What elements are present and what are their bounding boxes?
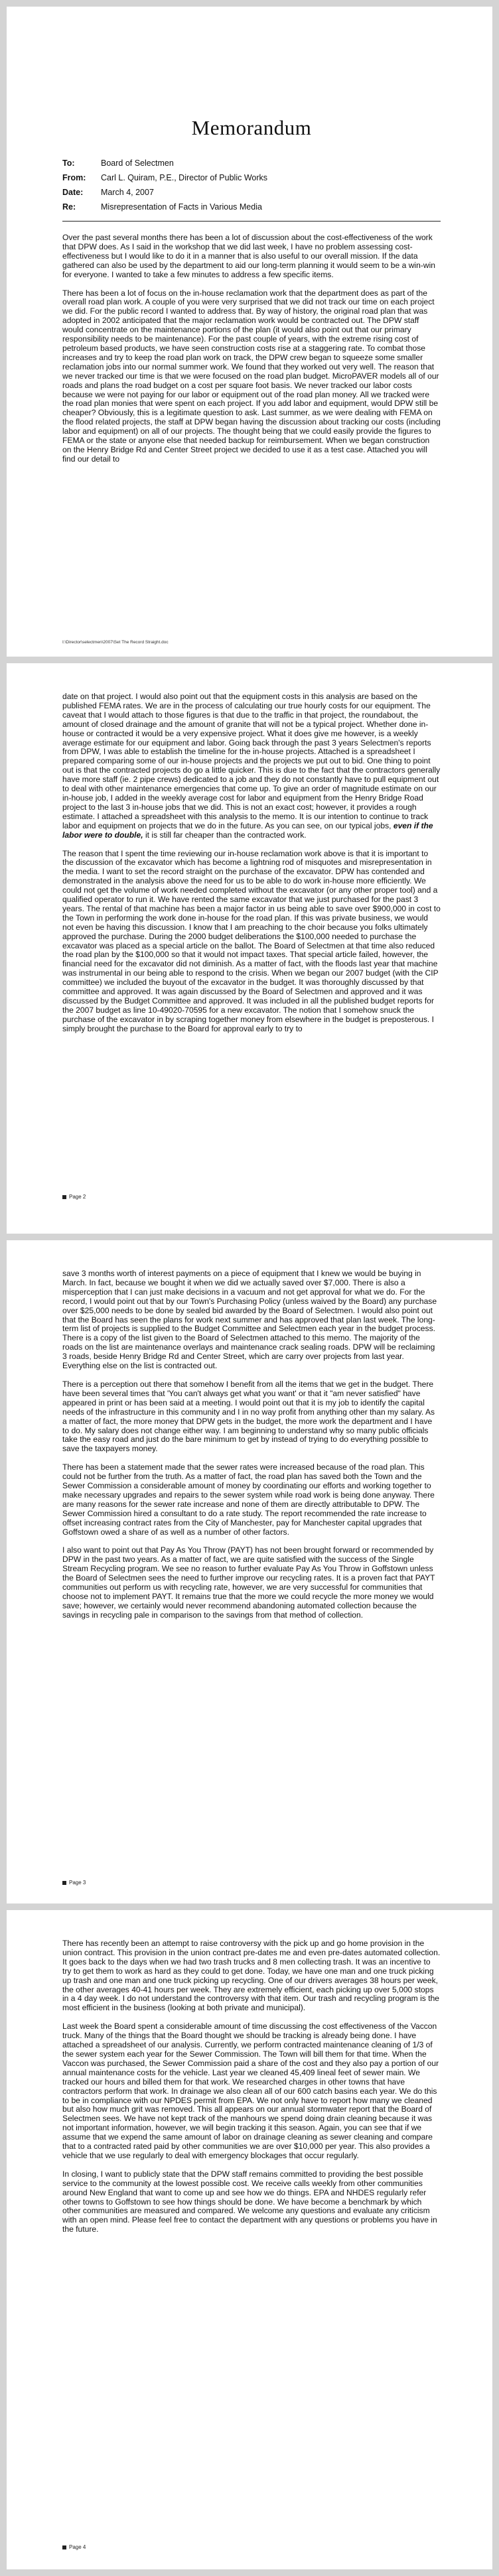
paragraph: In closing, I want to publicly state that the DPW staff remains committed to providing the best possible service to the community at the lowest possible cost. We receive calls weekly from other communities around New England that want to come up and see how we do things. EPA and NHDES regularly refer other towns to Goffstown to see how things should be done. We have become a benchmark by which other communities are measured and compared. We welcome any questions and evaluate any criticism with an open mind. Please feel free to contact the department with any questions or problems you have in the future. [62, 2169, 437, 2234]
header-label: To: [62, 159, 75, 168]
header-divider [62, 221, 441, 222]
page-number-text: Page 4 [69, 2544, 86, 2550]
page-number [62, 2544, 86, 2550]
memo-header-to [62, 156, 267, 170]
page-number [62, 1880, 86, 1886]
memo-header-from [62, 170, 267, 185]
emphasis-text: even if the labor were to double, [62, 820, 433, 840]
page-number [62, 1194, 86, 1200]
header-value: March 4, 2007 [101, 188, 154, 197]
memo-header-date [62, 185, 267, 200]
header-label: Date: [62, 188, 84, 197]
header-label: Re: [62, 202, 76, 212]
paragraph: The reason that I spent the time reviewing our in-house reclamation work above is that it is important to the discussion of the excavator which has become a lightning rod of misquotes and misrepresentation in the media. I want to set the record straight on the purchase of the excavator. DPW has contended and demonstrated in the analysis above the need for us to be able to do work in-house more efficiently. We could not get the volume of work needed completed without the excavator (or any other proper tool) and a qualified operator to run it. We have rented the same excavator that we just purchased for the past 3 years. The rental of that machine has been a major factor in us being able to save over $900,000 in cost to the Town in performing the work done in-house for the road plan. If this was private business, we would not even be having this discussion. I know that I am preaching to the choir because you folks ultimately approved the purchase. During the 2000 budget deliberations the $100,000 needed to purchase the excavator was placed as a special article on the ballot. The Board of Selectmen at that time also reduced the road plan by the $100,000 so that it would not impact taxes. That special article failed, however, the financial need for the excavator did not diminish. As a matter of fact, with the floods last year that machine was instrumental in our being able to respond to the crisis. When we began our 2007 budget (with the CIP committee) we included the buyout of the excavator in the budget. It was thoroughly discussed by that committee and approved. It was again discussed by the Board of Selectmen and approved and it was discussed by the Budget Committee and approved. It was included in all the published budget reports for the 2007 budget as line 10-49020-70595 for a new excavator. The notion that I somehow snuck the purchase of the excavator in by scraping together money from elsewhere in the budget is preposterous. I simply brought the purchase to the Board for approval early to try to [62, 848, 441, 1033]
paragraph: Over the past several months there has been a lot of discussion about the cost-effectiveness of the work that DPW does. As I said in the workshop that we did last week, I have no problem assessing cost-effectiveness but I would like to do it in a manner that is also useful to our overall mission. If the data gathered can also be used by the department to aid our long-term planning it would seem to be a win-win for everyone. I wanted to take a few minutes to address a few specific items. [62, 233, 436, 279]
paragraph: date on that project. I would also point out that the equipment costs in this analysis are based on the published FEMA rates. We are in the process of calculating our true hourly costs for our equipment. The caveat that I would attach to those figures is that due to the traffic in that project, the roundabout, the amount of closed drainage and the amount of granite that will not be a typical project. Whether done in-house or contracted it would be a very expensive project. What it does give me however, is a weekly average estimate for our equipment and labor. Going back through the past 3 years Selectmen's reports from DPW, I was able to establish the timeline for the in-house projects. Attached is a spreadsheet I prepared comparing some of our in-house projects and the projects we put out to bid. One thing to point out is that the contracted projects do go a little quicker. This is due to the fact that the contractors generally have more staff (ie. 2 pipe crews) dedicated to a job and they do not constantly have to pull equipment out to deal with other maintenance emergencies that come up. To give an order of magnitude estimate on our in-house job, I added in the weekly average cost for labor and equipment from the Henry Bridge Road project to the last 3 in-house jobs that we did. This is not an exact cost; however, it provides a rough estimate. I attached a spreadsheet with this analysis to the memo. It is our intention to continue to track labor and equipment on projects that we do in the future. As you can see, on our typical jobs, even if the labor were to double, it is still far cheaper than the contracted work. [62, 692, 441, 840]
header-value: Carl L. Quiram, P.E., Director of Public Works [101, 173, 268, 182]
page-body [62, 233, 441, 464]
page-body [62, 1240, 441, 1620]
header-label: From: [62, 173, 86, 182]
paragraph: I also want to point out that Pay As You Throw (PAYT) has not been brought forward or recommended by DPW in the past two years. As a matter of fact, we are quite satisfied with the success of the Single Stream Recycling program. We see no reason to further evaluate Pay As You Throw in Goffstown unless the Board of Selectmen sees the need to further improve our recycling rates. It is a proven fact that PAYT communities out perform us with recycling rate, however, we are very successful for communities that choose not to implement PAYT. It remains true that the more we could recycle the more money we would save; however, we certainly would never recommend abandoning automated collection because the savings in recycling pale in comparison to the savings from that method of collection. [62, 1545, 435, 1620]
paragraph: There has been a statement made that the sewer rates were increased because of the road plan. This could not be further from the truth. As a matter of fact, the road plan has saved both the Town and the Sewer Commission a considerable amount of money by coordinating our efforts and working together to make necessary upgrades and repairs to the sewer system while road work is being done anyway. There are many reasons for the sewer rate increase and none of them are directly attributable to DPW. The Sewer Commission hired a consultant to do a rate study. The report recommended the rate increase to offset increasing contract rates from the City of Manchester, pay for Manchester capital upgrades that Goffstown owed a share of as well as a number of other factors. [62, 1462, 435, 1537]
memo-header-re [62, 200, 267, 214]
memo-title: Memorandum [191, 116, 312, 139]
page-body [62, 663, 441, 1034]
page-body [62, 1910, 441, 2234]
header-value: Misrepresentation of Facts in Various Media [101, 202, 262, 212]
memo-page-1 [7, 7, 492, 657]
paragraph: There is a perception out there that somehow I benefit from all the items that we get in the budget. There have been several times that 'You can't always get what you want' or that it "am never satisfied" have appeared in print or has been said at a meeting. I would point out that it is my job to identify the capital needs of the infrastructure in this community and I in no way profit from anything other than my salary. As a matter of fact, the more money that DPW gets in the budget, the more work the department and I have to do. My salary does not change either way. I am beginning to understand why so many public officials take the easy road and just do the bare minimum to get by instead of trying to do everything possible to save the taxpayers money. [62, 1379, 435, 1454]
memo-page-2 [7, 663, 492, 1234]
file-path-footer: I:\Director\selectmen\2007\Set The Record Straight.doc [62, 640, 169, 645]
paragraph: Last week the Board spent a considerable amount of time discussing the cost effectiveness of the Vaccon truck. Many of the things that the Board thought we should be tracking is already being done. I have attached a spreadsheet of our analysis. Currently, we perform contracted maintenance cleaning of 1/3 of the sewer system each year for the Sewer Commission. The Town will bill them for that time. When the Vaccon was purchased, the Sewer Commission paid a share of the cost and they also pay a portion of our annual maintenance costs for the vehicle. Last year we cleaned 45,409 lineal feet of sewer main. We tracked our hours and billed them for that work. We researched charges in other towns that have contractors perform that work. In drainage we also clean all of our 600 catch basins each year. We do this to be in compliance with our NPDES permit from EPA. We not only have to report how many we cleaned but also how much grit was removed. This all appears on our annual stormwater report that the Board of Selectmen sees. We have not kept track of the manhours we spend doing drain cleaning because it was not important information, however, we will begin tracking it this season. Again, you can see that if we assume that we expend the same amount of labor on drainage cleaning as sewer cleaning and compare that to a contracted rated paid by other communities we are over $10,000 per year. This also provides a vehicle that we use regularly to deal with emergency blockages that occur regularly. [62, 2022, 439, 2160]
memo-header [62, 156, 267, 214]
page-marker-icon [62, 1881, 66, 1885]
paragraph: There has recently been an attempt to raise controversy with the pick up and go home provision in the union contract. This provision in the union contract pre-dates me and even pre-dates automated collection. It goes back to the days when we had two trash trucks and 8 men collecting trash. It was an incentive to try to get them to work as hard as they could to get done. Today, we have one man and one truck picking up trash and one man and one truck picking up recycling. One of our drivers averages 38 hours per week, the other averages 40-41 hours per week. They are extremely efficient, each picking up over 5,000 stops in a 4 day week. I do not understand the controversy with that item. Our trash and recycling program is the most efficient in the business (looking at both private and municipal). [62, 1939, 441, 2013]
memo-page-3 [7, 1240, 492, 1903]
paragraph: save 3 months worth of interest payments on a piece of equipment that I knew we would be buying in March. In fact, because we bought it when we did we actually saved over $7,000. There is also a misperception that I can just make decisions in a vacuum and not get approval for what we do. For the record, I would point out that by our Town's Purchasing Policy (unless waived by the Board) any purchase over $25,000 needs to be done by sealed bid awarded by the Board of Selectmen. I would also point out that the Board has seen the plans for work next summer and has approved that plan last week. The long-term list of projects is supplied to the Budget Committee and Selectmen each year in the budget process. There is a copy of the list given to the Board of Selectmen attached to this memo. The majority of the roads on the list are maintenance overlays and maintenance crack sealing roads. DPW will be reclaiming 3 roads, beside Henry Bridge Rd and Center Street, which are carry over projects from last year. Everything else on the list is contracted out. [62, 1269, 437, 1371]
page-marker-icon [62, 1195, 66, 1199]
page-number-text: Page 3 [69, 1880, 86, 1886]
header-value: Board of Selectmen [101, 159, 174, 168]
memo-page-4 [7, 1910, 492, 2569]
page-marker-icon [62, 2545, 66, 2549]
paragraph: There has been a lot of focus on the in-house reclamation work that the department does as part of the overall road plan work. A couple of you were very surprised that we did not track our time on each project we did. For the public record I wanted to address that. By way of history, the original road plan that was adopted in 2002 anticipated that the major reclamation work would be contracted out. The DPW staff would concentrate on the maintenance portions of the plan (it would also point out that our primary responsibility needs to be maintenance). For the past couple of years, with the extreme rising cost of petroleum based products, we have seen construction costs rise at a staggering rate. To combat those increases and try to keep the road plan work on track, the DPW crew began to squeeze some smaller reclamation jobs into our normal summer work. We found that they worked out very well. The reason that we never tracked our time is that we were focused on the road plan budget. MicroPAVER models all of our roads and plans the road budget on a cost per square foot basis. We never tracked our labor costs because we were not paying for our labor or equipment out of the road plan money. All we tracked were the road plan monies that were spent on each project. If you add labor and equipment, would DPW still be cheaper? Obviously, this is a legitimate question to ask. Last summer, as we were dealing with FEMA on the flood related projects, the staff at DPW began having the discussion about tracking our costs (including labor and equipment) on all of our projects. The thought being that we could easily provide the figures to FEMA or the state or anyone else that needed backup for reimbursement. When we began construction on the Henry Bridge Rd and Center Street project we decided to use it as a test case. Attached you will find our detail to [62, 288, 441, 464]
page-number-text: Page 2 [69, 1194, 86, 1200]
